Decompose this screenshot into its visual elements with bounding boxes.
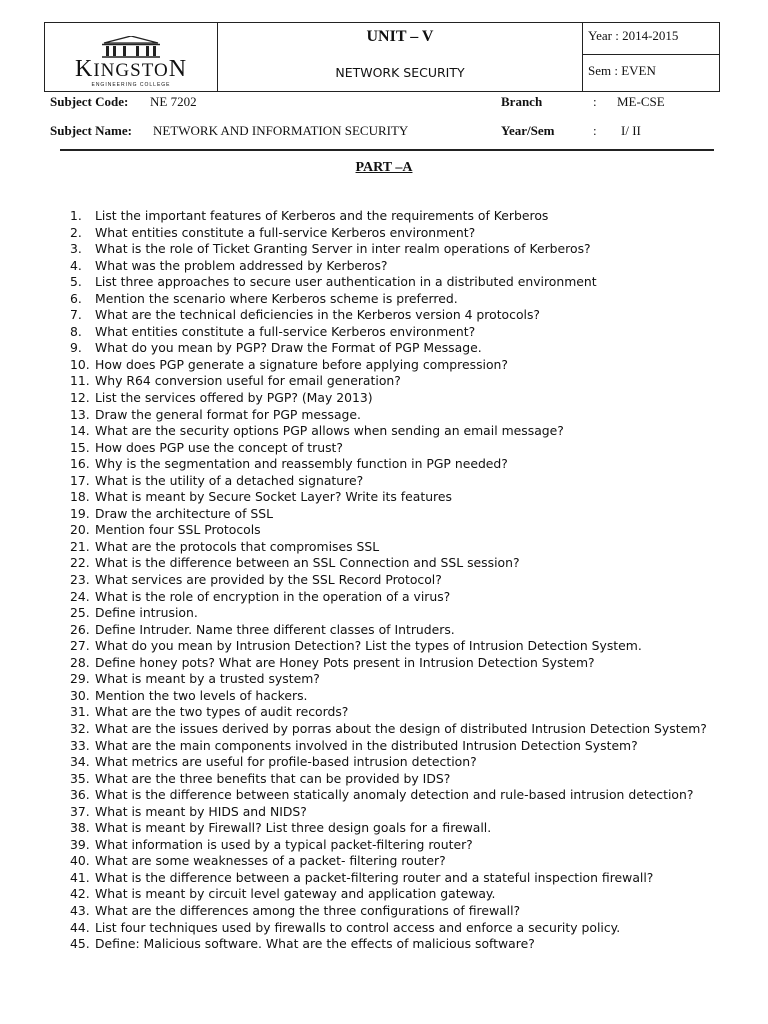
question-number: 26.	[70, 621, 90, 637]
question-number: 25.	[70, 605, 90, 621]
question-item	[70, 340, 730, 357]
question-text: What are the protocols that compromises SSL	[95, 538, 380, 554]
question-text: What is the role of Ticket Granting Server in inter realm operations of Kerberos?	[95, 241, 591, 257]
question-list	[70, 208, 730, 953]
question-text: Define intrusion.	[95, 605, 198, 621]
question-text: What is meant by a trusted system?	[95, 671, 320, 687]
question-number: 30.	[70, 687, 90, 703]
question-number: 5.	[70, 274, 82, 290]
question-number: 8.	[70, 323, 82, 339]
question-item	[70, 837, 730, 854]
question-item	[70, 820, 730, 837]
question-item	[70, 754, 730, 771]
question-item	[70, 456, 730, 473]
question-number: 40.	[70, 853, 90, 869]
college-name: KINGSTON	[74, 56, 188, 82]
question-item	[70, 489, 730, 506]
question-number: 36.	[70, 787, 90, 803]
question-text: What is the difference between a packet-filtering router and a stateful inspection firewall?	[95, 869, 654, 885]
question-number: 31.	[70, 704, 90, 720]
year-sem-cell	[583, 23, 720, 92]
question-text: What do you mean by PGP? Draw the Format of PGP Message.	[95, 340, 482, 356]
question-number: 3.	[70, 241, 82, 257]
question-text: What are the three benefits that can be provided by IDS?	[95, 770, 451, 786]
question-text: What is the difference between statically anomaly detection and rule-based intrusion detection?	[95, 787, 694, 803]
question-text: What is meant by circuit level gateway and application gateway.	[95, 886, 496, 902]
question-number: 19.	[70, 505, 90, 521]
question-text: List three approaches to secure user authentication in a distributed environment	[95, 274, 597, 290]
question-text: What services are provided by the SSL Record Protocol?	[95, 572, 442, 588]
question-number: 29.	[70, 671, 90, 687]
question-number: 2.	[70, 224, 82, 240]
question-item	[70, 407, 730, 424]
question-item	[70, 258, 730, 275]
semester: Sem : EVEN	[588, 63, 656, 78]
question-text: Why R64 conversion useful for email generation?	[95, 373, 401, 389]
subject-code-label: Subject Code:	[50, 94, 129, 109]
year-row	[583, 23, 719, 55]
question-text: What was the problem addressed by Kerberos?	[95, 257, 388, 273]
subject-name-label: Subject Name:	[50, 123, 132, 138]
question-item	[70, 605, 730, 622]
question-item	[70, 506, 730, 523]
question-item	[70, 638, 730, 655]
question-text: How does PGP generate a signature before applying compression?	[95, 356, 508, 372]
question-item	[70, 920, 730, 937]
question-item	[70, 357, 730, 374]
question-number: 18.	[70, 489, 90, 505]
part-heading: PART –A	[355, 160, 413, 175]
question-text: Mention the scenario where Kerberos scheme is preferred.	[95, 290, 458, 306]
question-text: What entities constitute a full-service Kerberos environment?	[95, 323, 476, 339]
question-text: Mention four SSL Protocols	[95, 522, 261, 538]
question-number: 20.	[70, 522, 90, 538]
question-item	[70, 291, 730, 308]
question-number: 24.	[70, 588, 90, 604]
question-text: What are the issues derived by porras about the design of distributed Intrusion Detection System?	[95, 720, 707, 736]
question-item	[70, 208, 730, 225]
question-text: What is meant by HIDS and NIDS?	[95, 803, 307, 819]
question-text: What are the main components involved in the distributed Intrusion Detection System?	[95, 737, 638, 753]
question-item	[70, 423, 730, 440]
question-number: 14.	[70, 423, 90, 439]
question-item	[70, 241, 730, 258]
question-text: What is meant by Firewall? List three design goals for a firewall.	[95, 820, 492, 836]
question-text: Define: Malicious software. What are the effects of malicious software?	[95, 936, 535, 952]
branch-label: Branch	[501, 94, 543, 109]
question-text: What are the security options PGP allows when sending an email message?	[95, 423, 564, 439]
question-number: 12.	[70, 390, 90, 406]
question-item	[70, 539, 730, 556]
college-subtitle: ENGINEERING COLLEGE	[91, 82, 171, 88]
question-text: List the important features of Kerberos and the requirements of Kerberos	[95, 208, 549, 223]
question-item	[70, 390, 730, 407]
question-text: Mention the two levels of hackers.	[95, 687, 308, 703]
question-number: 1.	[70, 208, 82, 223]
question-number: 28.	[70, 654, 90, 670]
question-text: What metrics are useful for profile-based intrusion detection?	[95, 754, 477, 770]
question-item	[70, 373, 730, 390]
question-item	[70, 555, 730, 572]
header-table	[44, 22, 720, 92]
question-number: 42.	[70, 886, 90, 902]
question-text: Draw the architecture of SSL	[95, 505, 273, 521]
question-text: What do you mean by Intrusion Detection? List the types of Intrusion Detection System.	[95, 638, 642, 654]
question-item	[70, 704, 730, 721]
question-item	[70, 324, 730, 341]
question-text: What information is used by a typical packet-filtering router?	[95, 836, 473, 852]
question-number: 17.	[70, 472, 90, 488]
question-number: 21.	[70, 538, 90, 554]
question-text: How does PGP use the concept of trust?	[95, 439, 343, 455]
question-number: 38.	[70, 820, 90, 836]
subject-name-value: NETWORK AND INFORMATION SECURITY	[153, 123, 409, 138]
question-text: What is meant by Secure Socket Layer? Write its features	[95, 489, 452, 505]
question-item	[70, 886, 730, 903]
unit-title: UNIT – V	[366, 28, 434, 45]
academic-year: Year : 2014-2015	[588, 28, 679, 43]
question-item	[70, 688, 730, 705]
question-number: 15.	[70, 439, 90, 455]
question-number: 4.	[70, 257, 82, 273]
question-number: 44.	[70, 919, 90, 935]
question-item	[70, 307, 730, 324]
question-item	[70, 522, 730, 539]
question-text: What entities constitute a full-service Kerberos environment?	[95, 224, 476, 240]
year-sem-colon: :	[593, 123, 597, 138]
subject-code-value: NE 7202	[150, 94, 197, 109]
question-number: 33.	[70, 737, 90, 753]
question-item	[70, 787, 730, 804]
question-item	[70, 473, 730, 490]
question-number: 35.	[70, 770, 90, 786]
question-item	[70, 274, 730, 291]
question-item	[70, 870, 730, 887]
college-logo-icon	[96, 36, 166, 58]
question-number: 32.	[70, 720, 90, 736]
question-number: 22.	[70, 555, 90, 571]
question-number: 39.	[70, 836, 90, 852]
question-text: List the services offered by PGP? (May 2013)	[95, 390, 373, 406]
question-number: 9.	[70, 340, 82, 356]
question-number: 11.	[70, 373, 90, 389]
question-item	[70, 671, 730, 688]
question-number: 16.	[70, 456, 90, 472]
question-text: Draw the general format for PGP message.	[95, 406, 361, 422]
year-sem-label: Year/Sem	[501, 123, 555, 138]
question-number: 10.	[70, 356, 90, 372]
question-item	[70, 572, 730, 589]
question-item	[70, 903, 730, 920]
question-number: 45.	[70, 936, 90, 952]
question-text: What are the technical deficiencies in the Kerberos version 4 protocols?	[95, 307, 541, 323]
question-text: Why is the segmentation and reassembly function in PGP needed?	[95, 456, 508, 472]
question-number: 34.	[70, 754, 90, 770]
question-item	[70, 589, 730, 606]
question-item	[70, 936, 730, 953]
question-number: 43.	[70, 902, 90, 918]
question-number: 41.	[70, 869, 90, 885]
question-item	[70, 721, 730, 738]
question-number: 27.	[70, 638, 90, 654]
question-text: What are the differences among the three configurations of firewall?	[95, 902, 521, 918]
question-item	[70, 622, 730, 639]
question-item	[70, 804, 730, 821]
question-item	[70, 738, 730, 755]
question-text: What is the utility of a detached signature?	[95, 472, 364, 488]
question-text: What is the difference between an SSL Connection and SSL session?	[95, 555, 520, 571]
question-number: 23.	[70, 572, 90, 588]
question-number: 37.	[70, 803, 90, 819]
question-item	[70, 655, 730, 672]
logo-cell	[45, 23, 218, 92]
question-item	[70, 440, 730, 457]
branch-value: ME-CSE	[617, 94, 665, 109]
question-text: What is the role of encryption in the operation of a virus?	[95, 588, 451, 604]
question-item	[70, 853, 730, 870]
question-text: Define Intruder. Name three different classes of Intruders.	[95, 621, 455, 637]
question-number: 7.	[70, 307, 82, 323]
question-number: 6.	[70, 290, 82, 306]
unit-cell	[218, 23, 583, 92]
year-sem-value: I/ II	[621, 123, 641, 138]
question-text: What are some weaknesses of a packet- filtering router?	[95, 853, 446, 869]
question-item	[70, 225, 730, 242]
question-text: List four techniques used by firewalls to control access and enforce a security policy.	[95, 919, 621, 935]
branch-colon: :	[593, 94, 597, 109]
divider-line	[60, 149, 714, 151]
question-number: 13.	[70, 406, 90, 422]
question-text: Define honey pots? What are Honey Pots present in Intrusion Detection System?	[95, 654, 595, 670]
question-text: What are the two types of audit records?	[95, 704, 349, 720]
unit-topic: NETWORK SECURITY	[335, 65, 465, 80]
question-item	[70, 771, 730, 788]
